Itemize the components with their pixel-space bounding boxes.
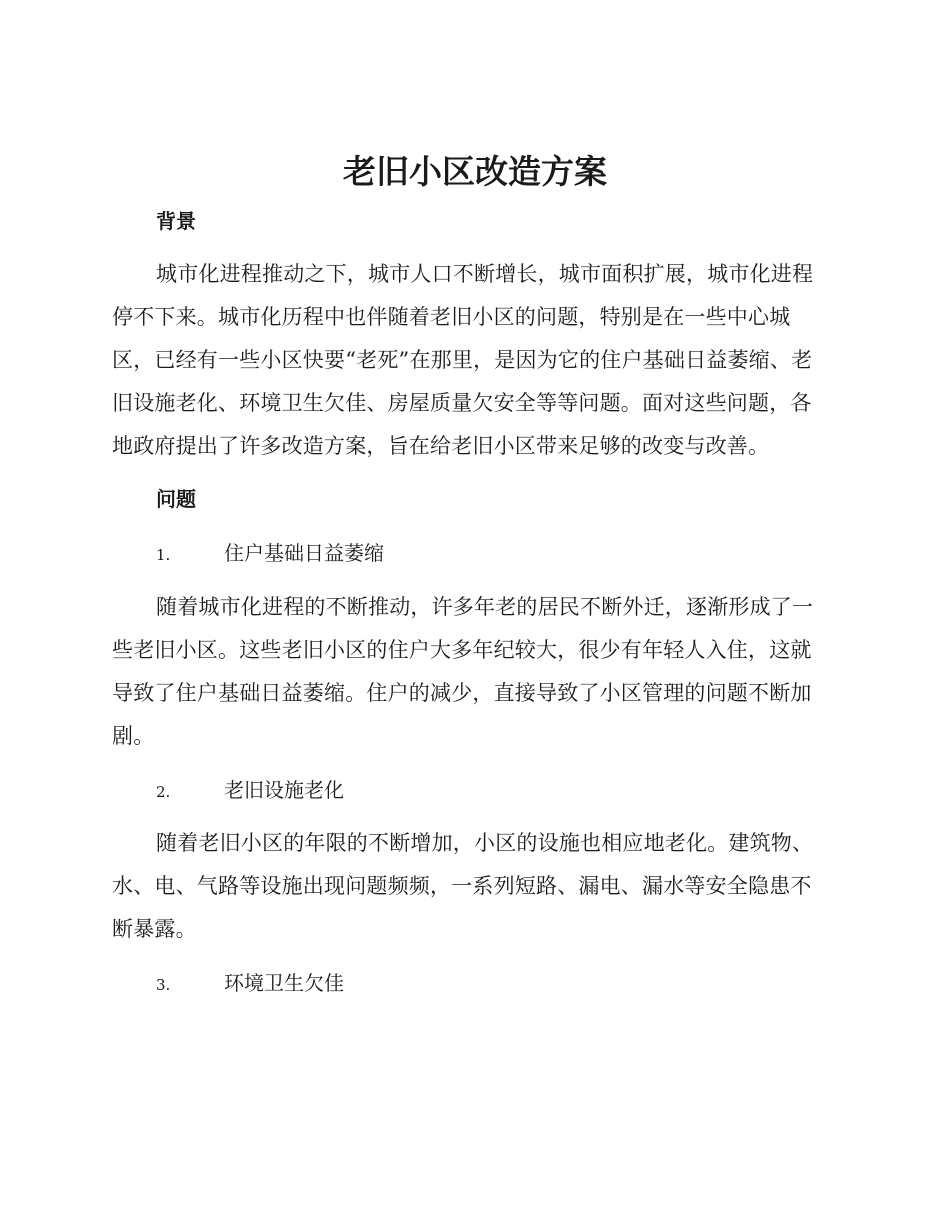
problem-item-2 [156,775,344,807]
list-item-title: 老旧设施老化 [224,778,344,802]
list-number: 3. [156,976,171,994]
list-item-title: 住户基础日益萎缩 [224,541,384,565]
problem-paragraph-1: 随着城市化进程的不断推动，许多年老的居民不断外迁，逐渐形成了一些老旧小区。这些老旧小区的住户大多年纪较大，很少有年轻人入住，这就导致了住户基础日益萎缩。住户的减少，直接导致了小区管理的问题不断加剧。 [112,595,814,748]
problem-item-3 [156,968,344,1000]
problem-item-1 [156,538,384,570]
problem-paragraph-2: 随着老旧小区的年限的不断增加，小区的设施也相应地老化。建筑物、水、电、气路等设施出现问题频频，一系列短路、漏电、漏水等安全隐患不断暴露。 [112,831,814,941]
list-number: 2. [156,783,171,801]
page-title: 老旧小区改造方案 [343,152,607,191]
background-paragraph: 城市化进程推动之下，城市人口不断增长，城市面积扩展，城市化进程停不下来。城市化历程中也伴随着老旧小区的问题，特别是在一些中心城区，已经有一些小区快要“老死”在那里，是因为它的住户基础日益萎缩、老旧设施老化、环境卫生欠佳、房屋质量欠安全等等问题。面对这些问题，各地政府提出了许多改造方案，旨在给老旧小区带来足够的改变与改善。 [112,262,814,458]
section-heading-problems: 问题 [156,487,196,511]
section-heading-background: 背景 [156,209,196,233]
list-number: 1. [156,546,171,564]
list-item-title: 环境卫生欠佳 [224,971,344,995]
